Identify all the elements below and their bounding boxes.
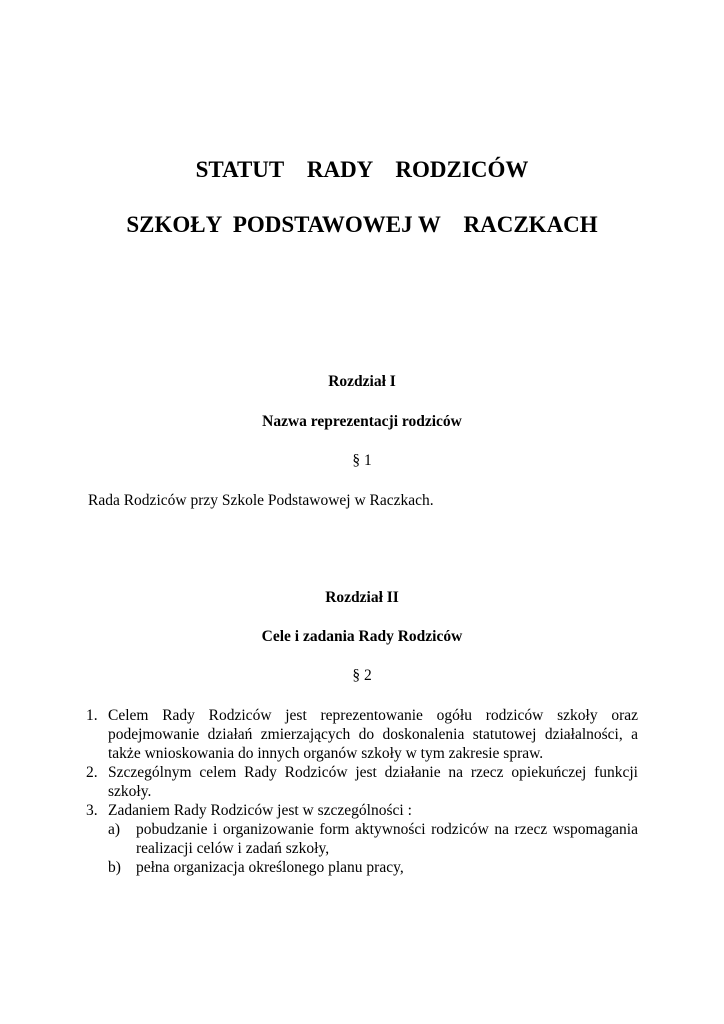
list-item-number: 1. bbox=[86, 707, 98, 724]
list-item-text: Zadaniem Rady Rodziców jest w szczególności : bbox=[108, 802, 412, 819]
paragraph-2-mark: § 2 bbox=[352, 667, 372, 684]
list-item-text: Szczególnym celem Rady Rodziców jest działanie na rzecz opiekuńczej funkcji szkoły. bbox=[108, 764, 638, 800]
sub-list-item bbox=[80, 820, 638, 858]
sub-list-item bbox=[80, 858, 638, 877]
chapter-1-heading: Rozdział I bbox=[328, 373, 396, 390]
sub-list-item-text: pełna organizacja określonego planu pracy, bbox=[136, 859, 404, 876]
document-title-line-2: SZKOŁY PODSTAWOWEJ W RACZKACH bbox=[126, 212, 598, 237]
paragraph-1-mark: § 1 bbox=[352, 452, 372, 469]
sub-list-item-text: pobudzanie i organizowanie form aktywności rodziców na rzecz wspomagania realizacji celów i zadań szkoły, bbox=[136, 821, 638, 857]
list-item-number: 3. bbox=[86, 802, 98, 819]
list-item bbox=[80, 706, 638, 763]
sub-list-item-letter: b) bbox=[108, 859, 121, 876]
goals-list bbox=[80, 706, 638, 877]
chapter-1-text: Rada Rodziców przy Szkole Podstawowej w Raczkach. bbox=[88, 492, 434, 509]
list-item-number: 2. bbox=[86, 764, 98, 781]
chapter-2-subheading: Cele i zadania Rady Rodziców bbox=[261, 628, 463, 645]
list-item bbox=[80, 763, 638, 801]
document-title-line-1: STATUT RADY RODZICÓW bbox=[195, 157, 529, 182]
sub-list-item-letter: a) bbox=[108, 821, 121, 838]
list-item bbox=[80, 801, 638, 820]
chapter-1-subheading: Nazwa reprezentacji rodziców bbox=[262, 413, 462, 430]
list-item-text: Celem Rady Rodziców jest reprezentowanie ogółu rodziców szkoły oraz podejmowanie działań zmierzających do doskonalenia statutowej działalności, a także wnioskowania do innych organów szkoły w tym zakresie spraw. bbox=[108, 707, 638, 762]
chapter-2-heading: Rozdział II bbox=[325, 589, 399, 606]
